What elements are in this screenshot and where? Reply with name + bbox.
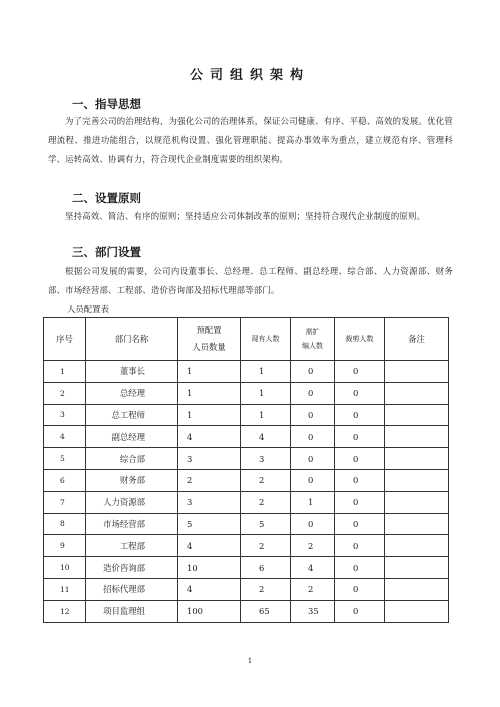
cell-reduce: 0 [335,535,385,557]
cell-reduce: 0 [335,578,385,600]
cell-expand: 0 [291,469,335,491]
cell-note [385,448,449,470]
cell-expand: 35 [291,600,335,622]
table-header-row [44,318,449,361]
section-body-department-setup: 根据公司发展的需要，公司内设董事长、总经理、总工程师、副总经理、综合部、人力资源部、财务部、市场经营部、工程部、造价咨询部及招标代理部等部门。 [48,266,453,295]
cell-seq: 8 [44,513,86,535]
cell-planned: 1 [178,361,241,383]
cell-planned: 1 [178,404,241,426]
cell-dept: 总经理 [86,382,178,404]
cell-current: 1 [241,361,291,383]
cell-current: 6 [241,557,291,579]
cell-planned: 4 [178,426,241,448]
document-title: 公司组织架构 [189,68,310,83]
header-expand [291,318,335,361]
cell-planned: 5 [178,513,241,535]
cell-reduce: 0 [335,600,385,622]
cell-current: 2 [241,535,291,557]
page-number: 1 [247,657,253,665]
cell-expand: 0 [291,448,335,470]
cell-current: 5 [241,513,291,535]
cell-planned: 100 [178,600,241,622]
cell-reduce: 0 [335,513,385,535]
cell-dept: 副总经理 [86,426,178,448]
header-planned-line1: 预配置 [196,325,222,335]
cell-reduce: 0 [335,361,385,383]
cell-planned: 4 [178,578,241,600]
cell-dept: 人力资源部 [86,491,178,513]
cell-planned: 3 [178,491,241,513]
table-caption: 人员配置表 [67,304,109,314]
cell-seq: 4 [44,426,86,448]
cell-seq: 1 [44,361,86,383]
table-row [44,491,449,513]
cell-expand: 4 [291,557,335,579]
cell-expand: 1 [291,491,335,513]
cell-current: 2 [241,491,291,513]
cell-reduce: 0 [335,491,385,513]
cell-current: 65 [241,600,291,622]
cell-planned: 3 [178,448,241,470]
cell-note [385,578,449,600]
cell-dept: 造价咨询部 [86,557,178,579]
cell-planned: 2 [178,469,241,491]
header-planned-line2: 人员数量 [192,342,226,352]
section-heading-department-setup: 三、部门设置 [72,245,141,259]
cell-dept: 招标代理部 [86,578,178,600]
header-note: 备注 [385,318,449,361]
cell-seq: 6 [44,469,86,491]
cell-seq: 5 [44,448,86,470]
table-row [44,426,449,448]
cell-note [385,491,449,513]
staff-allocation-table [43,317,449,623]
header-planned [178,318,241,361]
header-expand-line1: 需扩 [305,328,320,336]
header-seq: 序号 [44,318,86,361]
cell-expand: 2 [291,578,335,600]
cell-expand: 0 [291,426,335,448]
cell-reduce: 0 [335,448,385,470]
cell-current: 1 [241,404,291,426]
section-heading-setup-principle: 二、设置原则 [72,191,141,205]
header-dept: 部门名称 [86,318,178,361]
cell-note [385,535,449,557]
cell-current: 1 [241,382,291,404]
cell-reduce: 0 [335,557,385,579]
section-heading-guiding-principle: 一、指导思想 [72,97,141,111]
cell-seq: 12 [44,600,86,622]
table-row [44,361,449,383]
cell-planned: 4 [178,535,241,557]
header-expand-line2: 编人数 [302,342,323,350]
cell-current: 3 [241,448,291,470]
cell-expand: 0 [291,382,335,404]
cell-dept: 财务部 [86,469,178,491]
cell-current: 2 [241,578,291,600]
cell-dept: 市场经营部 [86,513,178,535]
table-row [44,535,449,557]
cell-dept: 综合部 [86,448,178,470]
cell-seq: 3 [44,404,86,426]
header-current: 现有人数 [241,318,291,361]
header-reduce: 裁剪人数 [335,318,385,361]
cell-planned: 1 [178,382,241,404]
cell-seq: 10 [44,557,86,579]
cell-dept: 董事长 [86,361,178,383]
cell-note [385,513,449,535]
cell-planned: 10 [178,557,241,579]
cell-note [385,469,449,491]
table-row [44,600,449,622]
table-row [44,578,449,600]
cell-note [385,382,449,404]
table-row [44,448,449,470]
cell-note [385,426,449,448]
cell-expand: 0 [291,361,335,383]
cell-current: 2 [241,469,291,491]
table-row [44,404,449,426]
cell-reduce: 0 [335,404,385,426]
cell-expand: 0 [291,513,335,535]
table-row [44,469,449,491]
table-row [44,513,449,535]
cell-seq: 9 [44,535,86,557]
cell-reduce: 0 [335,426,385,448]
table-row [44,557,449,579]
cell-dept: 工程部 [86,535,178,557]
cell-note [385,361,449,383]
cell-seq: 2 [44,382,86,404]
cell-reduce: 0 [335,469,385,491]
cell-note [385,557,449,579]
cell-expand: 2 [291,535,335,557]
cell-note [385,600,449,622]
cell-note [385,404,449,426]
cell-expand: 0 [291,404,335,426]
cell-dept: 项目监理组 [86,600,178,622]
cell-reduce: 0 [335,382,385,404]
cell-dept: 总工程师 [86,404,178,426]
cell-seq: 11 [44,578,86,600]
cell-seq: 7 [44,491,86,513]
table-row [44,382,449,404]
section-body-guiding-principle: 为了完善公司的治理结构，为强化公司的治理体系，保证公司健康、有序、平稳、高效的发展。优化管理流程、推进功能组合，以规范机构设置、强化管理职能、提高办事效率为重点，建立规范有序、管理科学、运转高效、协调有力，符合现代企业制度需要的组织架构。 [48,116,453,164]
cell-current: 4 [241,426,291,448]
section-body-setup-principle: 坚持高效、简洁、有序的原则；坚持适应公司体制改革的原则；坚持符合现代企业制度的原则。 [65,211,426,221]
